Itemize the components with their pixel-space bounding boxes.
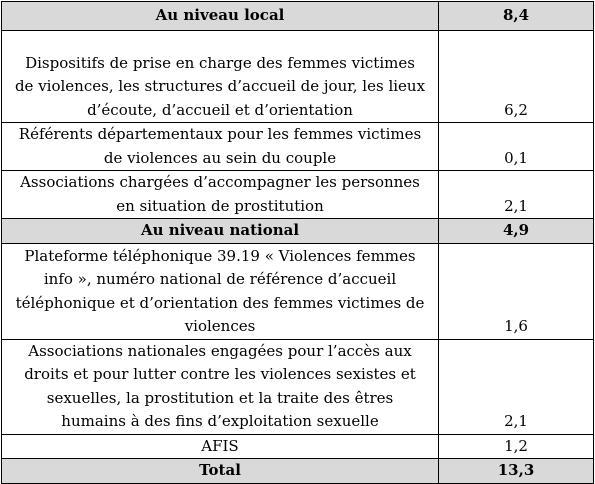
label-line: Associations nationales engagées pour l’accès aux: [28, 341, 412, 360]
label-line: Référents départementaux pour les femmes victimes: [18, 125, 422, 143]
funding-table: [1, 1, 594, 484]
table-row: [2, 171, 594, 219]
row-value: 2,1: [439, 171, 594, 219]
row-value: 2,1: [439, 339, 594, 434]
section-row-national: [2, 219, 594, 244]
total-row: [2, 459, 594, 484]
row-label-cell: [2, 31, 439, 123]
label-line: sexuelles, la prostitution et la traite des êtres: [46, 388, 394, 407]
row-value: 8,4: [439, 2, 594, 31]
row-label-cell: [2, 459, 439, 484]
label-line: AFIS: [201, 436, 239, 455]
label-line: de violences au sein du couple: [103, 148, 337, 167]
table-row: [2, 339, 594, 434]
row-value: 1,6: [439, 243, 594, 339]
label-line: d’écoute, d’accueil et d’orientation: [87, 100, 353, 119]
row-value: 1,2: [439, 434, 594, 459]
row-label-cell: [2, 123, 439, 171]
label-line: info », numéro national de référence d’accueil: [43, 270, 397, 288]
row-label-cell: [2, 339, 439, 434]
label-line: Associations chargées d’accompagner les personnes: [20, 173, 420, 191]
label-line: droits et pour lutter contre les violences sexistes et: [24, 365, 416, 383]
row-label-cell: [2, 434, 439, 459]
row-label-cell: [2, 243, 439, 339]
row-value: 4,9: [439, 219, 594, 244]
row-label-cell: [2, 2, 439, 31]
row-value: 6,2: [439, 31, 594, 123]
label-line: Au niveau national: [140, 221, 300, 239]
label-line: humains à des fins d’exploitation sexuelle: [61, 412, 379, 430]
row-value: 0,1: [439, 123, 594, 171]
table-row: [2, 434, 594, 459]
row-label-cell: [2, 171, 439, 219]
label-line: téléphonique et d’orientation des femmes victimes de: [15, 293, 425, 312]
label-line: Total: [199, 461, 241, 479]
table-row: [2, 243, 594, 339]
label-line: de violences, les structures d’accueil de jour, les lieux: [14, 77, 426, 95]
label-line: Plateforme téléphonique 39.19 « Violences femmes: [24, 246, 416, 265]
table-row: [2, 31, 594, 123]
label-line: en situation de prostitution: [116, 196, 324, 215]
section-row-local: [2, 2, 594, 31]
label-line: violences: [184, 317, 256, 335]
label-line: Dispositifs de prise en charge des femmes victimes: [25, 53, 415, 72]
row-value: 13,3: [439, 459, 594, 484]
table-row: [2, 123, 594, 171]
row-label-cell: [2, 219, 439, 244]
label-line: Au niveau local: [155, 6, 285, 25]
